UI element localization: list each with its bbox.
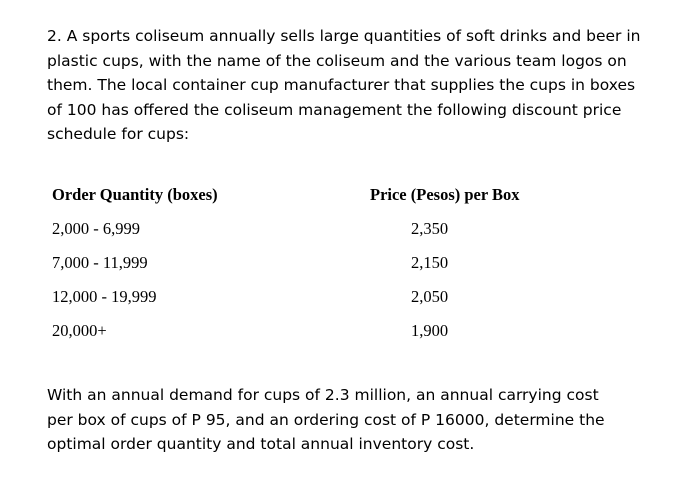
- order-quantity-cell: 2,000 - 6,999: [52, 219, 140, 238]
- problem-line: schedule for cups:: [47, 125, 190, 143]
- problem-line: them. The local container cup manufacturer that supplies the cups in boxes: [47, 76, 636, 94]
- problem-line: 2. A sports coliseum annually sells large quantities of soft drinks and beer in: [47, 27, 641, 45]
- question-line: With an annual demand for cups of 2.3 million, an annual carrying cost: [47, 386, 599, 404]
- order-quantity-cell: 12,000 - 19,999: [52, 287, 157, 306]
- order-quantity-cell: 7,000 - 11,999: [52, 253, 148, 272]
- table-header-row: [52, 178, 611, 212]
- header-order-quantity: Order Quantity (boxes): [52, 185, 218, 204]
- price-cell: 2,350: [411, 219, 449, 238]
- price-cell: 2,050: [411, 287, 449, 306]
- order-quantity-cell: 20,000+: [52, 321, 107, 340]
- question-line: optimal order quantity and total annual inventory cost.: [47, 435, 475, 453]
- table-row: [52, 280, 611, 314]
- problem-line: of 100 has offered the coliseum management the following discount price: [47, 100, 622, 119]
- discount-price-table: [52, 178, 611, 348]
- question-statement: [47, 383, 667, 457]
- question-line: per box of cups of P 95, and an ordering cost of P 16000, determine the: [47, 410, 605, 429]
- table-row: [52, 246, 611, 280]
- table-row: [52, 314, 611, 348]
- price-cell: 2,150: [411, 253, 449, 272]
- header-price-per-box: Price (Pesos) per Box: [370, 185, 520, 204]
- price-cell: 1,900: [411, 321, 449, 340]
- problem-statement: [47, 24, 667, 147]
- problem-line: plastic cups, with the name of the coliseum and the various team logos on: [47, 51, 627, 70]
- table-row: [52, 212, 611, 246]
